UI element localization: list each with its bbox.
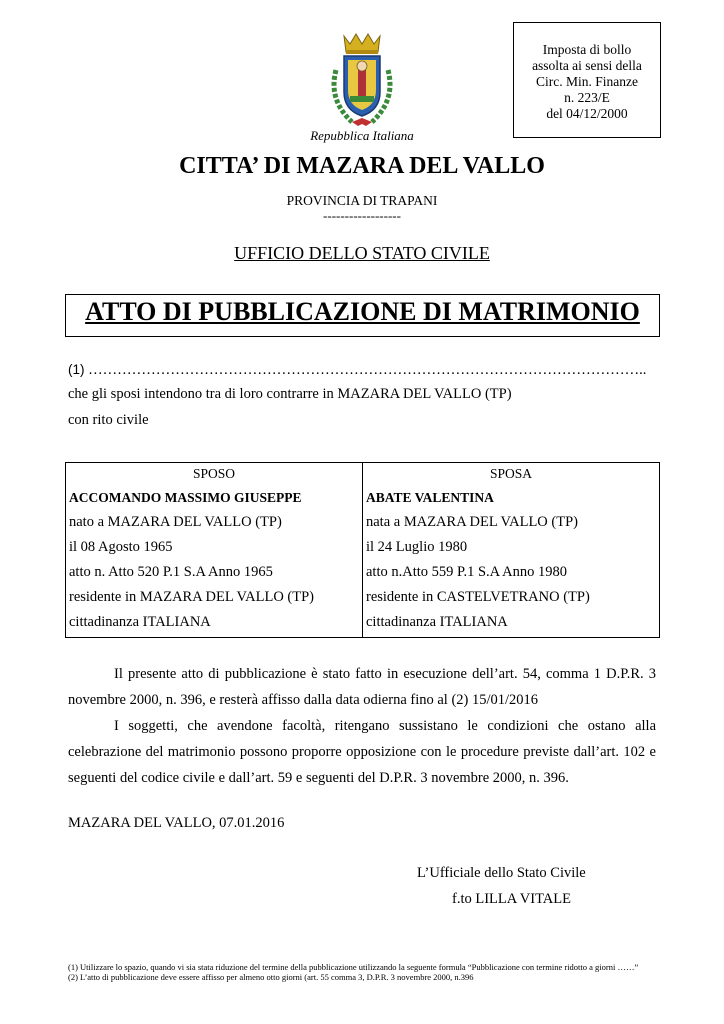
- stamp-line: Imposta di bollo: [542, 42, 632, 57]
- bride-citizenship: cittadinanza ITALIANA: [366, 614, 508, 630]
- stamp-line: Circ. Min. Finanze: [536, 74, 638, 89]
- bride-header: SPOSA: [489, 466, 533, 481]
- bride-birthdate: il 24 Luglio 1980: [366, 539, 468, 555]
- groom-header: SPOSO: [192, 466, 236, 481]
- bride-record: atto n.Atto 559 P.1 S.A Anno 1980: [366, 564, 568, 580]
- intro-line-1: [68, 362, 646, 379]
- stamp-line: assolta ai sensi della: [532, 58, 642, 73]
- groom-birthdate: il 08 Agosto 1965: [69, 539, 173, 555]
- stamp-line: del 04/12/2000: [546, 106, 628, 121]
- separator: ------------------: [323, 208, 401, 223]
- bride-column: [363, 463, 659, 637]
- tax-stamp-box: [513, 22, 661, 138]
- office-heading: UFFICIO DELLO STATO CIVILE: [234, 243, 490, 263]
- document-title-box: [65, 294, 660, 337]
- province-label: PROVINCIA DI TRAPANI: [286, 193, 438, 208]
- body-paragraph-2: I soggetti, che avendone facoltà, ritengano sussistano le condizioni che ostano alla celebrazione del matrimonio possono proporre opposizione con le procedure previste dall’art. 102 e seguenti del codice civile e dall’art. 59 e seguenti del D.P.R. 3 novembre 2000, n. 396.: [68, 718, 656, 786]
- bride-name: ABATE VALENTINA: [366, 490, 494, 505]
- footnote-ref: (1): [68, 362, 85, 377]
- groom-citizenship: cittadinanza ITALIANA: [69, 614, 211, 630]
- groom-residence: residente in MAZARA DEL VALLO (TP): [69, 589, 314, 605]
- stamp-line: n. 223/E: [564, 90, 610, 105]
- groom-record: atto n. Atto 520 P.1 S.A Anno 1965: [69, 564, 273, 580]
- intro-dots: ……………………………………………………………………………………………………..: [84, 362, 647, 378]
- groom-birthplace: nato a MAZARA DEL VALLO (TP): [69, 514, 282, 530]
- footnote-1: (1) Utilizzare lo spazio, quando vi sia stata riduzione del termine della pubblicazione utilizzando la seguente formula “Pubblicazione con termine ridotto a giorni ……”: [68, 962, 639, 972]
- republic-label: Repubblica Italiana: [310, 128, 414, 143]
- groom-column: [66, 463, 363, 637]
- document-title: ATTO DI PUBBLICAZIONE DI MATRIMONIO: [85, 297, 640, 326]
- spouses-table: [65, 462, 660, 638]
- intro-line-3: con rito civile: [68, 412, 149, 428]
- signature-role: L’Ufficiale dello Stato Civile: [417, 865, 586, 881]
- intro-line-2: che gli sposi intendono tra di loro contrarre in MAZARA DEL VALLO (TP): [68, 386, 512, 402]
- body-paragraph-1: Il presente atto di pubblicazione è stato fatto in esecuzione dell’art. 54, comma 1 D.P.R. 3 novembre 2000, n. 396, e resterà affisso dalla data odierna fino al (2) 15/01/2016: [68, 666, 656, 708]
- bride-birthplace: nata a MAZARA DEL VALLO (TP): [366, 514, 578, 530]
- bride-residence: residente in CASTELVETRANO (TP): [366, 589, 590, 605]
- signature-name: f.to LILLA VITALE: [452, 891, 571, 907]
- footnote-2: (2) L’atto di pubblicazione deve essere affisso per almeno otto giorni (art. 55 comma 3, D.P.R. 3 novembre 2000, n.396: [68, 972, 474, 982]
- city-title: CITTA’ DI MAZARA DEL VALLO: [179, 153, 545, 179]
- place-and-date: MAZARA DEL VALLO, 07.01.2016: [68, 815, 285, 831]
- groom-name: ACCOMANDO MASSIMO GIUSEPPE: [69, 490, 302, 505]
- coat-of-arms-icon: [322, 30, 402, 130]
